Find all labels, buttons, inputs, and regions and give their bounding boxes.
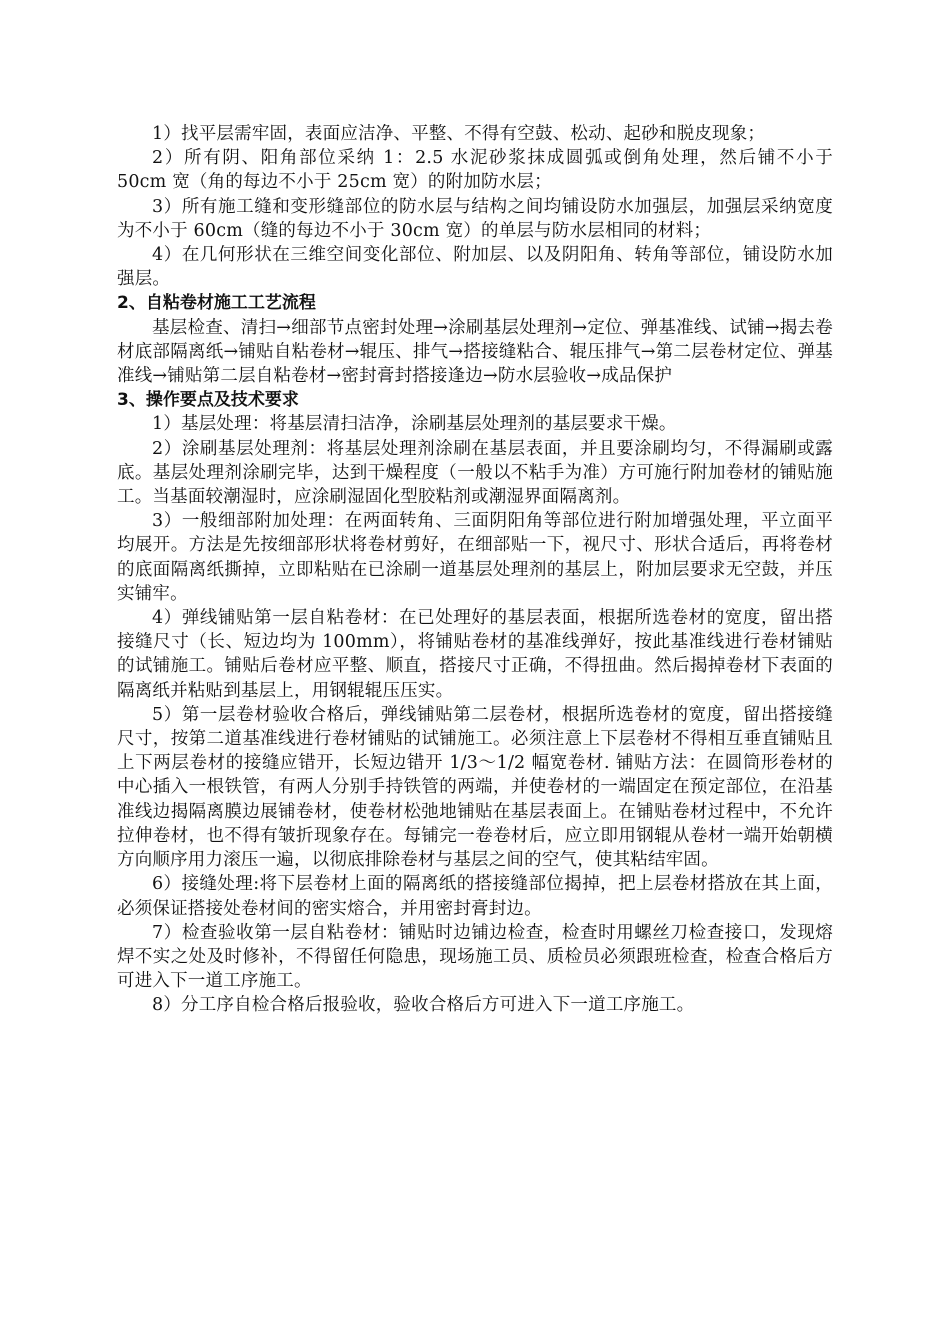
section-heading-3: 3、操作要点及技术要求 [117, 390, 299, 411]
section-heading-2: 2、自粘卷材施工工艺流程 [117, 293, 316, 314]
paragraph-step-1: 1）基层处理：将基层清扫洁净，涂刷基层处理剂的基层要求干燥。 [152, 414, 677, 435]
document-body [117, 122, 833, 1018]
paragraph-base-3: 3）所有施工缝和变形缝部位的防水层与结构之间均铺设防水加强层，加强层采纳宽度为不小于 60cm（缝的每边不小于 30cm 宽）的单层与防水层相同的材料； [117, 196, 833, 241]
process-flow-paragraph: 基层检查、清扫→细部节点密封处理→涂刷基层处理剂→定位、弹基准线、试铺→揭去卷材底部隔离纸→铺贴自粘卷材→辊压、排气→搭接缝粘合、辊压排气→第二层卷材定位、弹基准线→铺贴第二层自粘卷材→密封膏封搭接逢边→防水层验收→成品保护 [117, 317, 833, 387]
paragraph-base-1: 1）找平层需牢固，表面应洁净、平整、不得有空鼓、松动、起砂和脱皮现象； [152, 124, 766, 144]
paragraph-step-3: 3）一般细部附加处理：在两面转角、三面阴阳角等部位进行附加增强处理，平立面平均展开。方法是先按细部形状将卷材剪好，在细部贴一下，视尺寸、形状合适后，再将卷材的底面隔离纸撕掉，立即粘贴在已涂刷一道基层处理剂的基层上，附加层要求无空鼓，并压实铺牢。 [117, 511, 833, 604]
paragraph-step-4: 4）弹线铺贴第一层自粘卷材：在已处理好的基层表面，根据所选卷材的宽度，留出搭接缝尺寸（长、短边均为 100mm），将铺贴卷材的基准线弹好，按此基准线进行卷材铺贴的试铺施工。铺贴后卷材应平整、顺直，搭接尺寸正确，不得扭曲。然后揭掉卷材下表面的隔离纸并粘贴到基层上，用钢辊辊压压实。 [117, 608, 833, 701]
paragraph-step-5: 5）第一层卷材验收合格后，弹线铺贴第二层卷材，根据所选卷材的宽度，留出搭接缝尺寸，按第二道基准线进行卷材铺贴的试铺施工。必须注意上下层卷材不得相互垂直铺贴且上下两层卷材的接缝应错开，长短边错开 1/3～1/2 幅宽卷材. 铺贴方法：在圆筒形卷材的中心插入一根铁管，有两人分别手持铁管的两端，并使卷材的一端固定在预定部位，在沿基准线边揭隔离膜边展铺卷材，使卷材松弛地铺贴在基层表面上。在铺贴卷材过程中，不允许拉伸卷材，也不得有皱折现象存在。每铺完一卷卷材后，应立即用钢辊从卷材一端开始朝横方向顺序用力滚压一遍，以彻底排除卷材与基层之间的空气，使其粘结牢固。 [117, 704, 833, 871]
paragraph-base-2: 2）所有阴、阳角部位采纳 1：2.5 水泥砂浆抹成圆弧或倒角处理，然后铺不小于 50cm 宽（角的每边不小于 25cm 宽）的附加防水层； [117, 148, 833, 193]
paragraph-step-8: 8）分工序自检合格后报验收，验收合格后方可进入下一道工序施工。 [152, 995, 695, 1016]
paragraph-step-6: 6）接缝处理:将下层卷材上面的隔离纸的搭接缝部位揭掉，把上层卷材搭放在其上面，必须保证搭接处卷材间的密实熔合，并用密封膏封边。 [117, 874, 833, 919]
paragraph-step-2: 2）涂刷基层处理剂：将基层处理剂涂刷在基层表面，并且要涂刷均匀，不得漏刷或露底。基层处理剂涂刷完毕，达到干燥程度（一般以不粘手为准）方可施行附加卷材的铺贴施工。当基面较潮湿时，应涂刷湿固化型胶粘剂或潮湿界面隔离剂。 [117, 438, 833, 508]
paragraph-base-4: 4）在几何形状在三维空间变化部位、附加层、以及阴阳角、转角等部位，铺设防水加强层。 [117, 245, 833, 290]
paragraph-step-7: 7）检查验收第一层自粘卷材：铺贴时边铺边检查，检查时用螺丝刀检查接口，发现熔焊不实之处及时修补，不得留任何隐患，现场施工员、质检员必须跟班检查，检查合格后方可进入下一道工序施工。 [117, 922, 833, 992]
